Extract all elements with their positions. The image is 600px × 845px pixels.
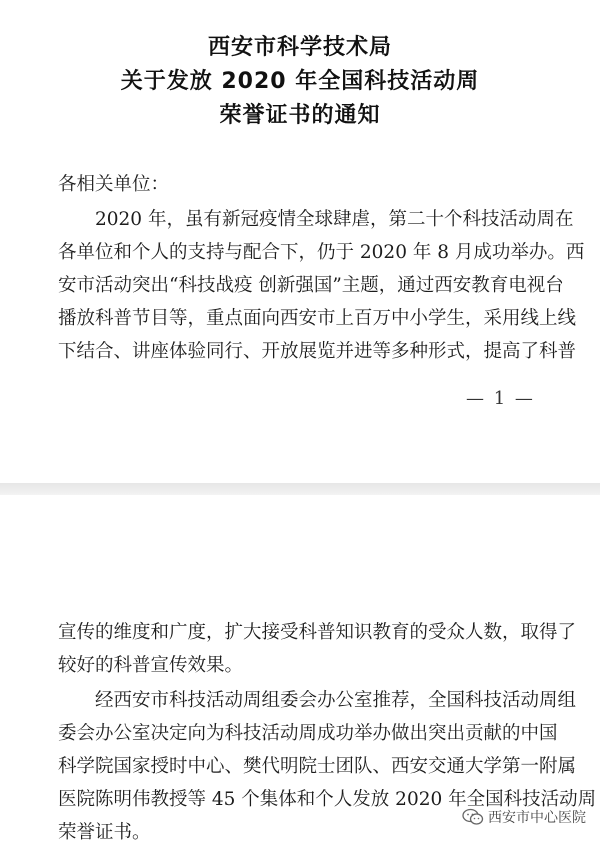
body-line: 医院陈明伟教授等 45 个集体和个人发放 2020 年全国科技活动周 xyxy=(58,789,597,810)
body-line: 宣传的维度和广度，扩大接受科普知识教育的受众人数，取得了 xyxy=(58,622,577,643)
body-line: 荣誉证书。 xyxy=(58,822,151,843)
body-line: 经西安市科技活动周组委会办公室推荐，全国科技活动周组 xyxy=(58,690,577,711)
body-line: 科学院国家授时中心、樊代明院士团队、西安交通大学第一附属 xyxy=(58,756,577,777)
page-number: — 1 — xyxy=(466,388,535,409)
body-line: 各单位和个人的支持与配合下，仍于 2020 年 8 月成功举办。西 xyxy=(58,242,585,263)
body-line: 较好的科普宣传效果。 xyxy=(58,655,244,676)
body-line: 委会办公室决定向为科技活动周成功举办做出突出贡献的中国 xyxy=(58,723,558,744)
wechat-icon xyxy=(462,808,484,826)
wechat-watermark xyxy=(462,807,586,827)
title-line-2: 关于发放 2020 年全国科技活动周 xyxy=(120,69,480,94)
title-line-1: 西安市科学技术局 xyxy=(207,35,392,60)
title-line-3: 荣誉证书的通知 xyxy=(219,103,381,128)
body-line: 安市活动突出“科技战疫 创新强国”主题，通过西安教育电视台 xyxy=(58,275,564,296)
body-line: 播放科普节目等，重点面向西安市上百万中小学生，采用线上线 xyxy=(58,308,577,329)
body-line: 下结合、讲座体验同行、开放展览并进等多种形式，提高了科普 xyxy=(58,341,577,362)
salutation: 各相关单位： xyxy=(58,174,170,195)
watermark-text: 西安市中心医院 xyxy=(488,810,586,826)
page-separator xyxy=(0,483,600,495)
body-line: 2020 年，虽有新冠疫情全球肆虐，第二十个科技活动周在 xyxy=(58,209,574,230)
